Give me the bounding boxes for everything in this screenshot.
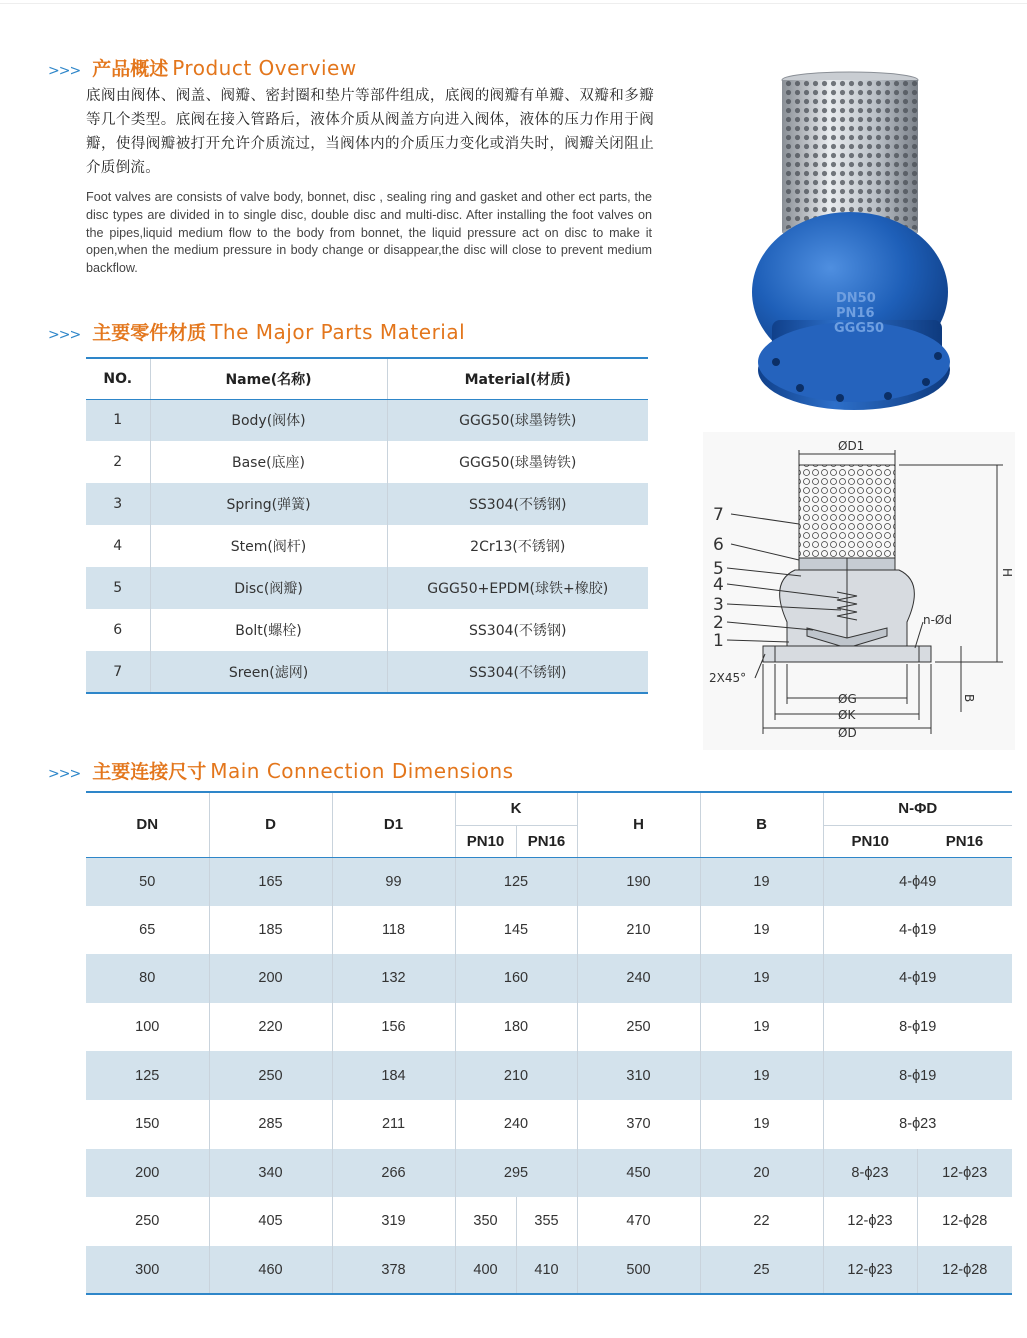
chevrons-icon: >>> [48, 766, 81, 782]
cell-dn: 50 [86, 857, 209, 906]
cell-n-d: 8-ϕ23 [899, 1116, 937, 1133]
cell-n-d: 4-ϕ19 [823, 954, 1012, 1003]
cell-n-d-pn10: 12-ϕ23 [823, 1246, 917, 1295]
cell-d1: 319 [332, 1197, 455, 1246]
part-material: GGG50(球墨铸铁) [387, 399, 648, 441]
cell-b: 19 [700, 906, 823, 955]
cell-d1: 132 [332, 954, 455, 1003]
cell-d1: 99 [332, 857, 455, 906]
cell-n-d: 8-ϕ19 [823, 1051, 1012, 1100]
technical-drawing [703, 432, 1015, 750]
cell-d: 250 [209, 1051, 332, 1100]
table-row [86, 399, 648, 441]
cell-k-pn10: 350 [455, 1197, 516, 1246]
part-name: Spring(弹簧) [150, 483, 387, 525]
cell-b: 19 [700, 954, 823, 1003]
foot-valve-photo [748, 70, 953, 415]
cell-n-d-pn10: 8-ϕ23 [823, 1149, 917, 1198]
cell-b: 19 [700, 1051, 823, 1100]
cell-d1: 184 [332, 1051, 455, 1100]
dim-label-chamfer: 2X45° [709, 671, 747, 685]
cell-d: 340 [209, 1149, 332, 1198]
part-name: Stem(阀杆) [150, 525, 387, 567]
cell-k: 210 [455, 1051, 577, 1100]
part-material: SS304(不锈钢) [387, 651, 648, 693]
overview-text-cn: 底阀由阀体、阀盖、阀瓣、密封圈和垫片等部件组成，底阀的阀瓣有单瓣、双瓣和多瓣等几个类型。底阀在接入管路后，液体介质从阀盖方向进入阀体，液体的压力作用于阀瓣，使得阀瓣被打开允许介质流过，当阀体内的介质压力变化或消失时，阀瓣关闭阻止介质倒流。 [86, 88, 654, 176]
col-header-h: H [577, 792, 700, 857]
col-header-n-pn16: PN16 [917, 825, 1012, 857]
table-row [86, 1149, 1012, 1198]
parts-heading-cn: 主要零件材质 [92, 322, 207, 344]
cell-d: 460 [209, 1246, 332, 1295]
col-header-name: Name(名称) [150, 358, 387, 399]
cell-n-d-pn10: 12-ϕ23 [823, 1197, 917, 1246]
col-header-no: NO. [86, 358, 150, 399]
dim-label-d: ØD [838, 726, 857, 740]
col-header-b: B [700, 792, 823, 857]
dim-label-g: ØG [838, 692, 857, 706]
cell-dn: 150 [86, 1100, 209, 1149]
overview-heading [48, 54, 357, 81]
cell-d: 220 [209, 1003, 332, 1052]
col-header-material: Material(材质) [387, 358, 648, 399]
casting-text-pn: PN16 [836, 306, 875, 321]
part-name: Base(底座) [150, 441, 387, 483]
cell-k: 180 [455, 1003, 577, 1052]
cell-h: 210 [577, 906, 700, 955]
part-no: 6 [86, 609, 150, 651]
table-row [86, 1051, 1012, 1100]
part-material: SS304(不锈钢) [469, 623, 567, 639]
cell-k: 295 [455, 1149, 577, 1198]
cell-n-d: 4-ϕ49 [823, 857, 1012, 906]
part-label-4: 4 [713, 575, 724, 595]
cell-b: 25 [700, 1246, 823, 1295]
part-material: SS304(不锈钢) [387, 483, 648, 525]
dimensions-table [86, 791, 1012, 1295]
cell-k: 160 [455, 954, 577, 1003]
cell-dn: 80 [86, 954, 209, 1003]
cell-b: 19 [700, 1100, 823, 1149]
cell-k: 125 [455, 857, 577, 906]
part-label-2: 2 [713, 613, 724, 633]
part-material: GGG50+EPDM(球铁+橡胶) [387, 567, 648, 609]
part-no: 7 [86, 651, 150, 693]
cell-d: 185 [209, 906, 332, 955]
part-label-1: 1 [713, 631, 724, 651]
cell-h: 450 [577, 1149, 700, 1198]
parts-heading-en: The Major Parts Material [210, 320, 466, 344]
table-row [86, 906, 1012, 955]
parts-header-row [86, 358, 648, 399]
part-label-6: 6 [713, 535, 724, 555]
cell-h: 190 [577, 857, 700, 906]
casting-text-dn: DN50 [836, 291, 876, 306]
col-header-k-pn10: PN10 [455, 825, 516, 857]
part-label-3: 3 [713, 595, 724, 615]
cell-h: 500 [577, 1246, 700, 1295]
overview-heading-en: Product Overview [172, 56, 357, 80]
col-header-n-d: N-ΦD [898, 800, 938, 818]
table-row [86, 441, 648, 483]
dim-label-d1: ØD1 [838, 439, 865, 453]
cell-h: 310 [577, 1051, 700, 1100]
table-row [86, 954, 1012, 1003]
cell-d1: 266 [332, 1149, 455, 1198]
cell-dn: 300 [86, 1246, 209, 1295]
cell-d: 285 [209, 1100, 332, 1149]
table-row [86, 1003, 1012, 1052]
cell-k: 145 [455, 906, 577, 955]
part-name: Body(阀体) [150, 399, 387, 441]
cell-d1: 211 [332, 1100, 455, 1149]
cell-dn: 65 [86, 906, 209, 955]
table-row [86, 609, 648, 651]
cell-h: 470 [577, 1197, 700, 1246]
cell-k-pn16: 410 [516, 1246, 577, 1295]
dims-heading-en: Main Connection Dimensions [210, 759, 514, 783]
cell-n-d-pn16: 12-ϕ28 [917, 1246, 1012, 1295]
parts-heading [48, 318, 465, 345]
part-name: Sreen(滤网) [150, 651, 387, 693]
part-name: Bolt(螺栓) [150, 609, 387, 651]
cell-b: 20 [700, 1149, 823, 1198]
cell-k-pn16: 355 [516, 1197, 577, 1246]
cell-h: 370 [577, 1100, 700, 1149]
col-header-d: D [209, 792, 332, 857]
cell-k-pn10: 400 [455, 1246, 516, 1295]
part-label-5: 5 [713, 559, 724, 579]
cell-d1: 378 [332, 1246, 455, 1295]
dim-label-k: ØK [838, 708, 856, 722]
chevrons-icon: >>> [48, 327, 81, 343]
table-row [86, 1100, 1012, 1149]
cell-d: 200 [209, 954, 332, 1003]
cell-n-d: 4-ϕ19 [899, 921, 937, 938]
cell-k: 240 [455, 1100, 577, 1149]
chevrons-icon: >>> [48, 63, 81, 79]
part-no: 2 [86, 441, 150, 483]
top-rule [0, 3, 1027, 4]
part-no: 1 [86, 399, 150, 441]
cell-b: 19 [700, 857, 823, 906]
col-header-d1: D1 [332, 792, 455, 857]
dim-label-h: H [1000, 568, 1014, 578]
table-row [86, 1197, 1012, 1246]
dims-heading-cn: 主要连接尺寸 [92, 761, 207, 783]
part-material: GGG50(球墨铸铁) [459, 455, 577, 471]
part-no: 5 [86, 567, 150, 609]
overview-heading-cn: 产品概述 [92, 58, 169, 80]
cell-dn: 250 [86, 1197, 209, 1246]
cell-n-d-pn16: 12-ϕ28 [942, 1213, 988, 1230]
dim-label-nd: n-Ød [923, 613, 952, 627]
table-row [86, 1246, 1012, 1295]
cell-d: 405 [209, 1197, 332, 1246]
cell-n-d: 8-ϕ19 [899, 1019, 937, 1036]
cell-n-d-pn16: 12-ϕ23 [917, 1149, 1012, 1198]
overview-text-en: Foot valves are consists of valve body, bonnet, disc , sealing ring and gasket and other ect parts, the disc types are divided in to single disc, double disc and multi-disc. After installing the foot valves on the pipes,liquid medium flow to the body from bonnet, the liquid pressure act on disc to make it open,when the medium pressure in body change or disappear,the disc will close to prevent medium backflow. [86, 190, 652, 276]
part-name: Disc(阀瓣) [150, 567, 387, 609]
cell-b: 22 [700, 1197, 823, 1246]
table-row [86, 567, 648, 609]
dim-label-b: B [962, 694, 976, 703]
part-label-7: 7 [713, 505, 724, 525]
part-no: 4 [86, 525, 150, 567]
cell-dn: 125 [86, 1051, 209, 1100]
cell-h: 240 [577, 954, 700, 1003]
col-header-k: K [455, 792, 577, 825]
col-header-k-pn16: PN16 [516, 825, 577, 857]
table-row [86, 651, 648, 693]
casting-text-material: GGG50 [834, 321, 885, 336]
table-row [86, 525, 648, 567]
part-material: 2Cr13(不锈钢) [470, 539, 566, 555]
parts-table [86, 357, 648, 694]
cell-h: 250 [577, 1003, 700, 1052]
col-header-dn: DN [86, 792, 209, 857]
part-no: 3 [86, 483, 150, 525]
cell-b: 19 [700, 1003, 823, 1052]
cell-dn: 100 [86, 1003, 209, 1052]
table-row [86, 857, 1012, 906]
table-row [86, 483, 648, 525]
dims-heading [48, 757, 514, 784]
cell-d: 165 [209, 857, 332, 906]
cell-d1: 118 [332, 906, 455, 955]
cell-d1: 156 [332, 1003, 455, 1052]
col-header-n-pn10: PN10 [823, 825, 917, 857]
cell-dn: 200 [86, 1149, 209, 1198]
